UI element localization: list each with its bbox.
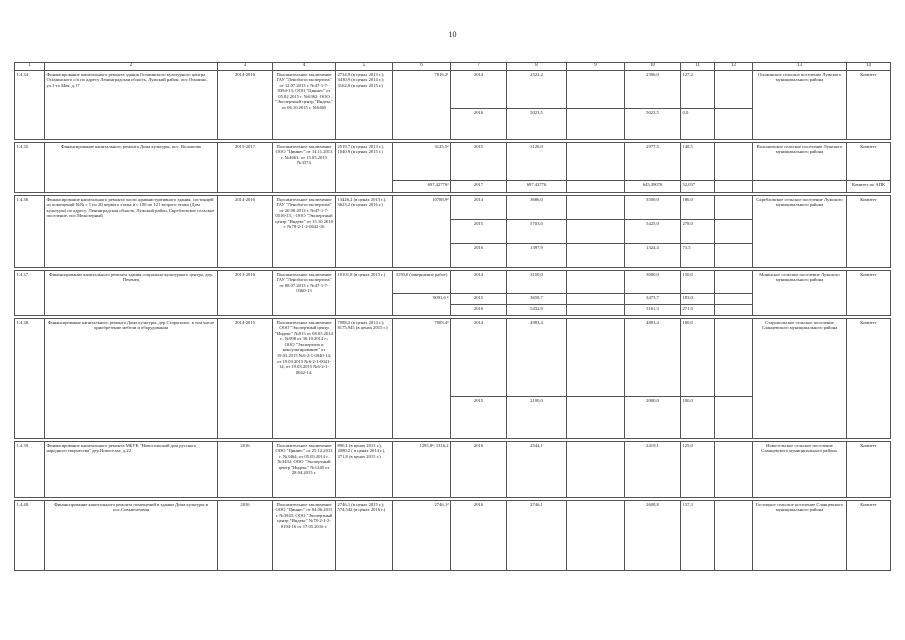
table-row [15, 71, 891, 109]
customer: Комитет по АПК [847, 181, 891, 193]
year: 2015 [451, 397, 507, 439]
plan-amount: 5703,0 [507, 220, 567, 244]
plan-amount: 3126,0 [507, 143, 567, 181]
empty-cell [715, 271, 753, 294]
object-name: Финансирование капитального ремонта здания социально-культурного центра, дер. Пехенец [45, 271, 218, 316]
header-cell: 14 [847, 63, 891, 71]
funded-amount: 2419,1 [625, 442, 681, 498]
local-amount: 137,3 [681, 501, 715, 571]
funded-amount: 5161,3 [625, 305, 681, 316]
table-row [15, 271, 891, 294]
page-number: 10 [448, 30, 457, 39]
expert-conclusion: Положительное заключение ООО "Циннес" от 14.11.2013 г. №4663; от 15.05.2015 №3374 [273, 143, 336, 193]
remaining-cost: 3150,0 (завершение работ) [393, 271, 451, 294]
remaining-cost: 9091,6 ⁴ [393, 294, 451, 316]
year: 2014 [451, 71, 507, 109]
year: 2014 [451, 319, 507, 397]
funded-amount: 2608,8 [625, 501, 681, 571]
estimated-cost: 7088,3 (в ценах 2014 г.); 8175,945 (в ценах 2015 г.) [336, 319, 393, 439]
customer: Комитет [847, 71, 891, 140]
customer: Комитет [847, 501, 891, 571]
plan-amount: 3658,7 [507, 294, 567, 305]
header-cell: 5 [336, 63, 393, 71]
empty-cell [715, 397, 753, 439]
row-number: 1.4.38. [15, 319, 45, 439]
empty-cell [715, 501, 753, 571]
local-amount: 100,0 [681, 319, 715, 397]
settlement: Новосельское сельское поселение Сланцевского муниципального района. [753, 442, 847, 498]
expert-conclusion: Положительное заключение ГАУ "Леноблгосэкспертиза" от 12.07.2013 г. №47-1-7-0394-13; ООО "Циннес" от 05.02.2015 г. №6362; ООО "Экспертный центр "Индекс" от 06.10.2015 г. №6465 [273, 71, 336, 140]
header-cell: 4 [273, 63, 336, 71]
header-cell: 9 [567, 63, 625, 71]
year: 2016 [451, 501, 507, 571]
header-cell: 1 [15, 63, 45, 71]
local-amount: 271,6 [681, 305, 715, 316]
local-amount: 148,5 [681, 143, 715, 181]
funded-amount: 4883,4 [625, 319, 681, 397]
table-row [15, 442, 891, 498]
year: 2016 [451, 109, 507, 140]
header-row [15, 63, 891, 71]
settlement: Скребловское сельское поселение Лужского муниципального района [753, 196, 847, 268]
year: 2014 [451, 196, 507, 220]
estimated-cost: 2734,9 (в ценах 2013 г.); 3430,9 (в ценах 2014 г.); 3162,0 (в ценах 2015 г.) [336, 71, 393, 140]
estimated-cost: 10101,8 (в ценах 2013 г.) [336, 271, 393, 316]
table-row [15, 501, 891, 571]
object-name: Финансирование капитального ремонта Дома культуры, пос. Волошово [45, 143, 218, 193]
empty-cell [715, 442, 753, 498]
expert-conclusion: Положительное заключение ГАУ "Леноблгосэкспертиза" от 08.07.2013 г. №47-1-7-0360-13 [273, 271, 336, 316]
empty-cell [567, 271, 625, 294]
empty-cell [567, 109, 625, 140]
plan-amount: 3150,0 [507, 271, 567, 294]
period: 2014-2016 [218, 196, 273, 268]
funded-amount: 2977,5 [625, 143, 681, 181]
settlement: Гостицкое сельское поселение Сланцевского муниципального района [753, 501, 847, 571]
estimated-cost: 2746,1 (в ценах 2015 г.); 574,542 (в ценах 2016 г.) [336, 501, 393, 571]
funded-amount: 5425,0 [625, 220, 681, 244]
empty-cell [567, 305, 625, 316]
header-cell: 11 [681, 63, 715, 71]
funded-amount: 2396,0 [625, 71, 681, 109]
plan-amount: 2522,2 [507, 71, 567, 109]
header-cell: 3 [218, 63, 273, 71]
year: 2015 [451, 220, 507, 244]
funded-amount: 3500,0 [625, 196, 681, 220]
period: 2016 [218, 442, 273, 498]
local-amount: 150,0 [681, 271, 715, 294]
period: 2016 [218, 501, 273, 571]
header-cell: 13 [753, 63, 847, 71]
settlement: Мшинское сельское поселение Лужского муниципального района [753, 271, 847, 316]
plan-amount: 5023,5 [507, 109, 567, 140]
settlement: Старопольское сельское поселение Сланцевского муниципального района [753, 319, 847, 439]
local-amount: 186,0 [681, 196, 715, 220]
object-name: Финансирование капитального ремонта МБУК "Новосельский дом русского народного творчества" дер.Новоселье, д.22 [45, 442, 218, 498]
local-amount: 125,0 [681, 442, 715, 498]
row-number: 1.4.40. [15, 501, 45, 571]
empty-cell [753, 181, 847, 193]
plan-amount: 4983,4 [507, 319, 567, 397]
local-amount: 52,037 [681, 181, 715, 193]
table-row [15, 143, 891, 181]
year: 2015 [451, 294, 507, 305]
empty-cell [715, 181, 753, 193]
empty-cell [567, 397, 625, 439]
plan-amount: 2100,0 [507, 397, 567, 439]
empty-cell [567, 181, 625, 193]
object-name: Финансирование капитального ремонта Дома культуры, дер.Старополье, в том числе приобретение мебели и оборудования [45, 319, 218, 439]
empty-cell [715, 109, 753, 140]
header-cell: 6 [393, 63, 451, 71]
row-number: 1.4.36 [15, 196, 45, 268]
plan-amount: 2746,1 [507, 501, 567, 571]
year: 2017 [451, 181, 507, 193]
remaining-cost: 7083,4² [393, 319, 451, 439]
year: 2015 [451, 143, 507, 181]
header-cell: 12 [715, 63, 753, 71]
empty-cell [567, 71, 625, 109]
local-amount: 0,0 [681, 109, 715, 140]
local-amount: 183,0 [681, 294, 715, 305]
period: 2015-2017 [218, 143, 273, 193]
plan-amount: 1397,9 [507, 244, 567, 268]
year: 2014 [451, 271, 507, 294]
customer: Комитет [847, 143, 891, 181]
funded-amount: 5023,5 [625, 109, 681, 140]
empty-cell [567, 501, 625, 571]
empty-cell [567, 220, 625, 244]
remaining-cost: 3125,5² [393, 143, 451, 181]
plan-amount: 2544,1 [507, 442, 567, 498]
local-amount: 127,2 [681, 71, 715, 109]
row-number: 1.4.35. [15, 143, 45, 193]
empty-cell [715, 71, 753, 109]
settlement: Осьминское сельское поселение Лужского муниципального района [753, 71, 847, 140]
empty-cell [715, 220, 753, 244]
empty-cell [567, 196, 625, 220]
header-cell: 8 [507, 63, 567, 71]
estimated-cost: 890,1 (в ценах 2013 г.), 2080,2 ( в ценах 2014 г.), 371,8 (в ценах 2015 г.) [336, 442, 393, 498]
table-row [15, 319, 891, 397]
row-number: 1.4.34 [15, 71, 45, 140]
empty-cell [715, 244, 753, 268]
funded-amount: 1324,4 [625, 244, 681, 268]
remaining-cost: 7816,2¹ [393, 71, 451, 140]
funded-amount: 3000,0 [625, 271, 681, 294]
funded-amount: 3475,7 [625, 294, 681, 305]
header-cell: 2 [45, 63, 218, 71]
funded-amount: 2000,0 [625, 397, 681, 439]
year: 2016 [451, 442, 507, 498]
customer: Комитет [847, 319, 891, 439]
empty-cell [715, 319, 753, 397]
object-name: Финансирование капитального ремонта помещений в здании Дома культуры в пос.Совьютатовия [45, 501, 218, 571]
period: 2014-2016 [218, 71, 273, 140]
local-amount: 278,0 [681, 220, 715, 244]
plan-amount: 5432,9 [507, 305, 567, 316]
year: 2016 [451, 305, 507, 316]
expert-conclusion: Положительное заключение ООО "Циннес" от 25.12.2013 г. №3464; от 05.05.2014 г. №3432; ООО "Экспертный центр "Индекс" №1240 от 28.04.2015 г. [273, 442, 336, 498]
empty-cell [567, 294, 625, 305]
period: 2014-2015 [218, 319, 273, 439]
empty-cell [715, 294, 753, 305]
local-amount: 100,0 [681, 397, 715, 439]
funded-amount: 645,39076 [625, 181, 681, 193]
empty-cell [715, 143, 753, 181]
estimated-cost: 13426,2 (в ценах 2013 г.), 3623,2 (в ценах 2016 г.) [336, 196, 393, 268]
program-table [14, 62, 891, 571]
object-name: Финансирование капитального ремонта здания Осьминского культурного центра Осьминского с/п по адресу Ленинградская область, Лужский район, пос.Осьмино, ул.1-го Мая, д.17 [45, 71, 218, 140]
customer: Комитет [847, 442, 891, 498]
expert-conclusion: Положительное заключение ГАУ "Леноблгосэкспертиза" от 20.08.2013 г. №47-1-7-0516-13; ; ООО "Экспертный центр "Индекс" от 15.10.2016 г. №78-2-1-2-0642-16 [273, 196, 336, 268]
remaining-cost: 2746,1² [393, 501, 451, 571]
remaining-cost: 1295,8²; 1316,2 [393, 442, 451, 498]
empty-cell [715, 196, 753, 220]
remaining-cost: 697,42776³ [393, 181, 451, 193]
expert-conclusion: Положительное заключение ООО "Экспертный центр "Индекс" №815 от 08.05.2014 г.; №998 от 30.10.2014 г.; ООО "Экспертиза и консультирование" от 19.03.2015 №6-2-1-0040-14; от 19.03.2015 №6-2-1-0041-14; от 19.03.2015 №6-2-1-0042-14. [273, 319, 336, 439]
header-cell: 10 [625, 63, 681, 71]
object-name: Финансирование капитального ремонта части административного здания, состоящей из помещений №№ с 1 по 20 первого этажа и с 100 по 121 второго этажа (Дом культуры) по адресу: Ленинградская область, Лужский район, Скребловское сельское поселение, пос.Межозерный [45, 196, 218, 268]
empty-cell [567, 442, 625, 498]
plan-amount: 3686,0 [507, 196, 567, 220]
empty-cell [715, 305, 753, 316]
empty-cell [567, 319, 625, 397]
year: 2016 [451, 244, 507, 268]
period: 2013-2016 [218, 271, 273, 316]
local-amount: 73,5 [681, 244, 715, 268]
settlement: Волошовское сельское поселение Лужского муниципального района [753, 143, 847, 181]
estimated-cost: 2519,7 (в ценах 2013 г.), 1040,9 (в ценах 2015 г.) [336, 143, 393, 193]
empty-cell [567, 143, 625, 181]
customer: Комитет [847, 271, 891, 316]
row-number: 1.4.39. [15, 442, 45, 498]
plan-amount: 697,42776 [507, 181, 567, 193]
table-row [15, 196, 891, 220]
expert-conclusion: Положительное заключение ООО "Циннес" от 04.06.2015 г. №3943; ООО "Экспертный центр "Индекс" №78-2-1-2-0194-16 от 17.05.2016 г. [273, 501, 336, 571]
remaining-cost: 10788,9² [393, 196, 451, 268]
customer: Комитет [847, 196, 891, 268]
row-number: 1.4.37. [15, 271, 45, 316]
header-cell: 7 [451, 63, 507, 71]
empty-cell [567, 244, 625, 268]
